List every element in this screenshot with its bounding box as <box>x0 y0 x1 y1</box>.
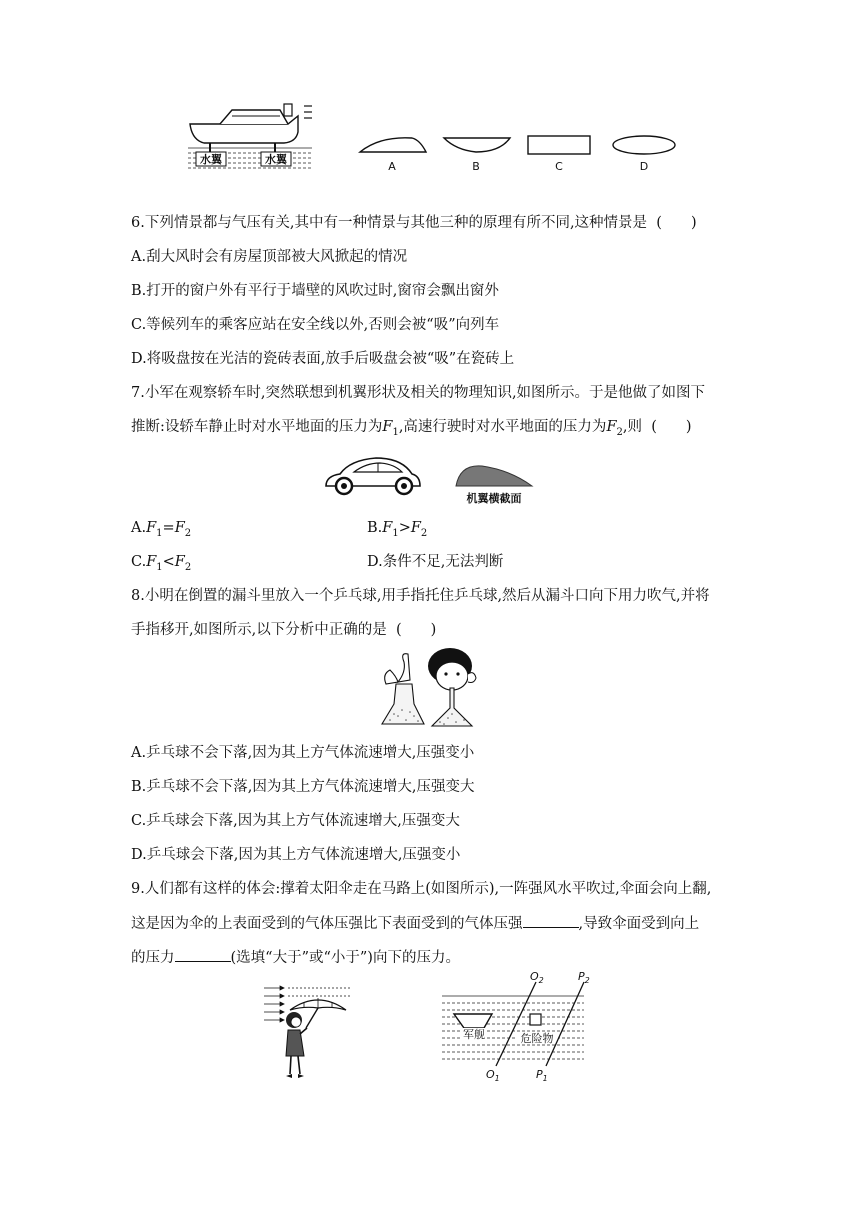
q6-option-b: B.打开的窗户外有平行于墙壁的风吹过时,窗帘会飘出窗外 <box>131 283 499 299</box>
label-o1: $O_1$ <box>486 1068 500 1083</box>
shape-a-airfoil <box>360 138 426 152</box>
q8-option-c: C.乒乓球会下落,因为其上方气体流速增大,压强变大 <box>131 813 460 829</box>
car-wing-figure <box>320 452 540 512</box>
hydrofoil-figure <box>180 96 680 180</box>
q7-option-b: $B.F_1>F_2$ <box>367 520 428 539</box>
q7-stem-line1: 7.小军在观察轿车时,突然联想到机翼形状及相关的物理知识,如图所示。于是他做了如图下 <box>131 385 706 401</box>
warship-figure <box>438 970 588 1086</box>
q7-option-a: $A.F_1=F_2$ <box>131 520 192 539</box>
shape-c-label: C <box>555 160 563 173</box>
q6-option-a: A.刮大风时会有房屋顶部被大风掀起的情况 <box>131 249 408 265</box>
shape-d-label: D <box>639 160 649 173</box>
shape-c-rectangle <box>528 136 590 154</box>
person-face <box>436 662 468 690</box>
q9-blank-1[interactable] <box>523 913 579 928</box>
boat-cabin <box>220 110 288 124</box>
funnel-left <box>382 684 424 724</box>
q9-stem-line2: 这是因为伞的上表面受到的气体压强比下表面受到的气体压强 ,导致伞面受到向上 <box>131 913 699 934</box>
wing-caption: 机翼横截面 <box>466 492 522 505</box>
label-o2: $O_2$ <box>530 970 544 985</box>
umbrella-handle <box>306 1008 318 1028</box>
q8-stem-line2: 手指移开,如图所示,以下分析中正确的是 ( ) <box>131 622 437 638</box>
shape-a-label: A <box>388 160 396 173</box>
shape-b-inverted-airfoil <box>444 138 510 152</box>
q8-answer-paren: ( ) <box>395 622 437 638</box>
shape-d-ellipse <box>613 136 675 154</box>
q9-stem-line3: 的压力 (选填“大于”或“小于”)向下的压力。 <box>131 947 460 968</box>
q7-answer-paren: ( ) <box>651 419 692 435</box>
warship-label: 军舰 <box>463 1028 485 1041</box>
q6-option-c: C.等候列车的乘客应站在安全线以外,否则会被“吸”向列车 <box>131 317 500 333</box>
wing-cross-section <box>456 466 532 486</box>
q6-stem: 6.下列情景都与气压有关,其中有一种情景与其他三种的原理有所不同,这种情景是 ( ) <box>131 215 697 231</box>
hydrofoil-label-left: 水翼 <box>200 153 222 166</box>
umbrella-figure <box>260 980 360 1084</box>
q8-stem-line1: 8.小明在倒置的漏斗里放入一个乒乓球,用手指托住乒乓球,然后从漏斗口向下用力吹气,并将 <box>131 588 710 604</box>
label-p1: $P_1$ <box>536 1068 548 1083</box>
q7-option-c: $C.F_1<F_2$ <box>131 554 192 573</box>
q8-option-b: B.乒乓球不会下落,因为其上方气体流速增大,压强变大 <box>131 779 475 795</box>
q6-option-d: D.将吸盘按在光洁的瓷砖表面,放手后吸盘会被“吸”在瓷砖上 <box>131 351 515 367</box>
danger-object <box>530 1014 541 1025</box>
q7-option-d: D.条件不足,无法判断 <box>367 554 504 570</box>
q6-answer-paren: ( ) <box>656 215 697 231</box>
q9-blank-2[interactable] <box>175 947 231 962</box>
warship-hull <box>454 1014 492 1028</box>
danger-label: 危险物 <box>520 1032 554 1045</box>
q8-option-d: D.乒乓球会下落,因为其上方气体流速增大,压强变小 <box>131 847 461 863</box>
funnel-right <box>432 688 472 726</box>
shape-b-label: B <box>472 160 480 173</box>
label-p2: $P_2$ <box>578 970 590 985</box>
funnel-ball-figure <box>376 644 488 734</box>
q9-stem-line1: 9.人们都有这样的体会:撑着太阳伞走在马路上(如图所示),一阵强风水平吹过,伞面会向上翻, <box>131 881 712 897</box>
q8-option-a: A.乒乓球不会下落,因为其上方气体流速增大,压强变小 <box>131 745 475 761</box>
hand-left <box>385 654 410 684</box>
hydrofoil-label-right: 水翼 <box>265 153 287 166</box>
q7-stem-line2: 推断:设轿车静止时对水平地面的压力为$F_1$,高速行驶时对水平地面的压力为$F_2$,则 ( ) <box>131 419 692 438</box>
